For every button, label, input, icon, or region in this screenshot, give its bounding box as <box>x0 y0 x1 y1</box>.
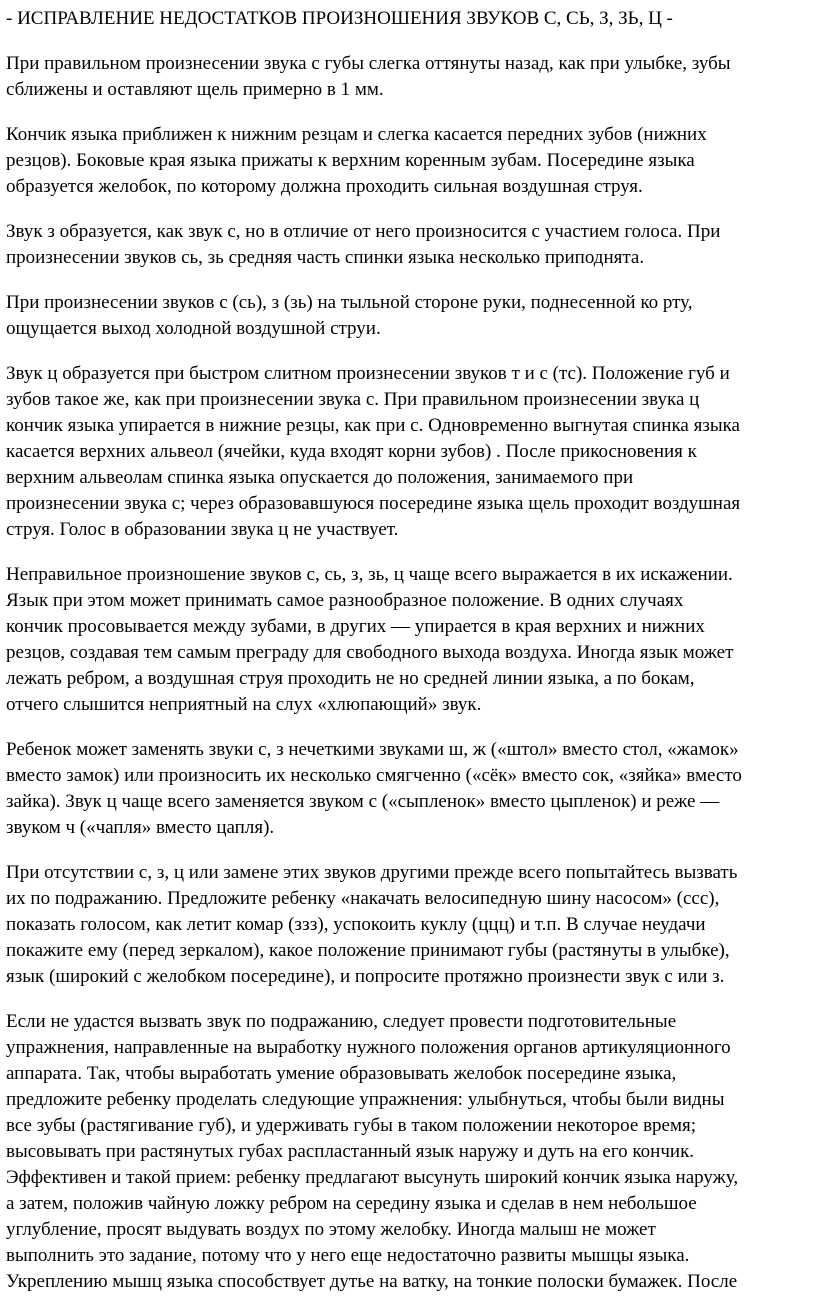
paragraph <box>6 1009 814 1295</box>
text-line: Звук з образуется, как звук с, но в отличие от него произносится с участием голоса. При <box>6 221 721 242</box>
text-line: Ребенок может заменять звуки с, з нечеткими звуками ш, ж («штол» вместо стол, «жамок» <box>6 739 739 760</box>
text-line: кончик просовывается между зубами, в других — упирается в края верхних и нижних <box>6 616 705 637</box>
text-line: При произнесении звуков с (сь), з (зь) на тыльной стороне руки, поднесенной ко рту, <box>6 292 693 313</box>
paragraph <box>6 361 814 543</box>
text-line: Эффективен и такой прием: ребенку предлагают высунуть широкий кончик языка наружу, <box>6 1167 739 1188</box>
text-line: резцов). Боковые края языка прижаты к верхним коренным зубам. Посередине языка <box>6 150 695 171</box>
text-line: показать голосом, как летит комар (ззз), успокоить куклу (ццц) и т.п. В случае неудачи <box>6 914 706 935</box>
text-line: касается верхних альвеол (ячейки, куда входят корни зубов) . После прикосновения к <box>6 441 697 462</box>
text-line: При правильном произнесении звука с губы слегка оттянуты назад, как при улыбке, зубы <box>6 53 731 74</box>
paragraph <box>6 51 814 103</box>
text-line: аппарата. Так, чтобы выработать умение образовывать желобок посередине языка, <box>6 1063 677 1084</box>
text-line: их по подражанию. Предложите ребенку «накачать велосипедную шину насосом» (ссс), <box>6 888 720 909</box>
text-line: покажите ему (перед зеркалом), какое положение принимают губы (растянуты в улыбке), <box>6 940 730 961</box>
text-line: вместо замок) или произносить их несколько смягченно («сёк» вместо сок, «зяйка» вместо <box>6 765 742 786</box>
text-line: образуется желобок, по которому должна проходить сильная воздушная струя. <box>6 176 643 197</box>
paragraph <box>6 122 814 200</box>
paragraph-list <box>6 51 814 1295</box>
text-line: углубление, просят выдувать воздух по этому желобку. Иногда малыш не может <box>6 1219 656 1240</box>
text-line: произнесении звука с; через образовавшуюся посередине языка щель проходит воздушная <box>6 493 741 514</box>
text-line: При отсутствии с, з, ц или замене этих звуков другими прежде всего попытайтесь вызвать <box>6 862 738 883</box>
text-line: все зубы (растягивание губ), и удерживать губы в таком положении некоторое время; <box>6 1115 697 1136</box>
paragraph <box>6 219 814 271</box>
paragraph <box>6 290 814 342</box>
text-line: выполнить это задание, потому что у него еще недостаточно развиты мышцы языка. <box>6 1245 690 1266</box>
text-line: Звук ц образуется при быстром слитном произнесении звуков т и с (тс). Положение губ и <box>6 363 730 384</box>
paragraph <box>6 562 814 718</box>
text-line: ощущается выход холодной воздушной струи. <box>6 318 381 339</box>
text-line: упражнения, направленные на выработку нужного положения органов артикуляционного <box>6 1037 731 1058</box>
text-line: звуком ч («чапля» вместо цапля). <box>6 817 275 838</box>
text-line: Язык при этом может принимать самое разнообразное положение. В одних случаях <box>6 590 684 611</box>
text-line: а затем, положив чайную ложку ребром на середину языка и сделав в нем небольшое <box>6 1193 697 1214</box>
text-line: отчего слышится неприятный на слух «хлюпающий» звук. <box>6 694 482 715</box>
text-line: зубов такое же, как при произнесении звука с. При правильном произнесении звука ц <box>6 389 700 410</box>
text-line: Неправильное произношение звуков с, сь, з, зь, ц чаще всего выражается в их искажении. <box>6 564 733 585</box>
document-body <box>6 6 814 1314</box>
text-line: струя. Голос в образовании звука ц не участвует. <box>6 519 399 540</box>
text-line: Укреплению мышц языка способствует дутье на ватку, на тонкие полоски бумажек. После <box>6 1271 738 1292</box>
text-line: высовывать при растянутых губах распластанный язык наружу и дуть на его кончик. <box>6 1141 695 1162</box>
paragraph <box>6 737 814 841</box>
text-line: верхним альвеолам спинка языка опускается до положения, занимаемого при <box>6 467 634 488</box>
paragraph <box>6 860 814 990</box>
document-heading: - ИСПРАВЛЕНИЕ НЕДОСТАТКОВ ПРОИЗНОШЕНИЯ ЗВУКОВ С, СЬ, З, ЗЬ, Ц - <box>6 8 673 29</box>
text-line: предложите ребенку проделать следующие упражнения: улыбнуться, чтобы были видны <box>6 1089 725 1110</box>
text-line: Кончик языка приближен к нижним резцам и слегка касается передних зубов (нижних <box>6 124 707 145</box>
text-line: зайка). Звук ц чаще всего заменяется звуком с («сыпленок» вместо цыпленок) и реже — <box>6 791 720 812</box>
text-line: кончик языка упирается в нижние резцы, как при с. Одновременно выгнутая спинка языка <box>6 415 740 436</box>
text-line: произнесении звуков сь, зь средняя часть спинки языка несколько приподнята. <box>6 247 645 268</box>
text-line: Если не удастся вызвать звук по подражанию, следует провести подготовительные <box>6 1011 677 1032</box>
text-line: язык (широкий с желобком посередине), и попросите протяжно произнести звук с или з. <box>6 966 725 987</box>
text-line: лежать ребром, а воздушная струя проходить не но средней линии языка, а по бокам, <box>6 668 695 689</box>
text-line: сближены и оставляют щель примерно в 1 мм. <box>6 79 384 100</box>
text-line: резцов, создавая тем самым преграду для свободного выхода воздуха. Иногда язык может <box>6 642 734 663</box>
